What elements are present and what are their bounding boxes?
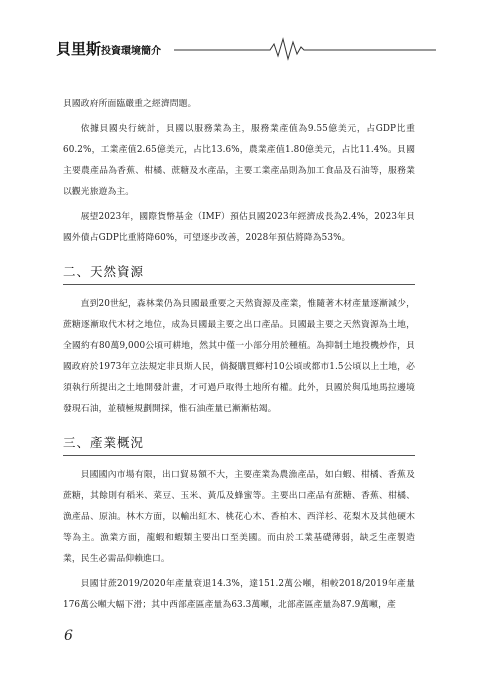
paragraph: 依據貝國央行統計，貝國以服務業為主，服務業產值為9.55億美元，占GDP比重60.2%，工業產值2.65億美元，占比13.6%，農業產值1.80億美元，占比11.4%。貝國主要農產品為香蕉、柑橘、蔗糖及水產品，主要工業產品則為加工食品及石油等，服務業以觀光旅遊為主。	[63, 124, 415, 197]
heartbeat-line-icon	[174, 36, 436, 62]
page-number: 6	[64, 628, 73, 644]
section-heading-industry-overview	[63, 433, 415, 456]
paragraph: 貝國政府所面臨嚴重之經濟問題。	[63, 99, 197, 109]
section-heading-natural-resources	[63, 262, 415, 285]
section-divider	[63, 455, 415, 456]
book-title-country: 貝里斯	[56, 40, 102, 58]
book-title	[56, 38, 161, 59]
section-heading-text: 二、天然資源	[63, 264, 145, 279]
book-title-subtitle: 投資環境簡介	[101, 46, 162, 57]
section-heading-text: 三、產業概況	[63, 435, 145, 450]
section-divider	[63, 284, 415, 285]
page-body	[63, 94, 415, 620]
paragraph: 貝國國內市場有限，出口貿易額不大，主要產業為農漁產品，如白蝦、柑橘、香蕉及蔗糖，其餘則有稻米、菜豆、玉米、黃瓜及蜂蜜等。主要出口產品有蔗糖、香蕉、柑橘、漁產品、原油。林木方面，以輸出紅木、桃花心木、香柏木、西洋杉、花梨木及其他硬木等為主。漁業方面，龍蝦和蝦類主要出口至美國。而由於工業基礎薄弱，缺乏生產製造業，民生必需品仰賴進口。	[63, 470, 415, 564]
paragraph: 直到20世紀，森林業仍為貝國最重要之天然資源及產業，惟隨著木材產量逐漸減少，蔗糖逐漸取代木材之地位，成為貝國最主要之出口產品。貝國最主要之天然資源為土地，全國約有80萬9,000公頃可耕地，然其中僅一小部分用於種植。為抑制土地投機炒作，貝國政府於1973年立法規定非貝斯人民，倘擬購買鄉村10公頃或都市1.5公頃以上土地，必須執行所提出之土地開發計畫，才可過戶取得土地所有權。此外，貝國於與瓜地馬拉邊境發現石油，並積極規劃開採，惟石油產量已漸漸枯竭。	[63, 299, 415, 414]
paragraph: 展望2023年，國際貨幣基金（IMF）預估貝國2023年經濟成長為2.4%，2023年貝國外債占GDP比重將降60%，可望逐步改善，2028年預估將降為53%。	[63, 212, 415, 243]
running-header	[56, 36, 436, 62]
paragraph: 貝國甘蔗2019/2020年產量衰退14.3%，達151.2萬公噸，相較2018/2019年產量176萬公噸大幅下滑；其中西部產區產量為63.3萬噸，北部產區產量為87.9萬噸，產	[63, 579, 415, 610]
